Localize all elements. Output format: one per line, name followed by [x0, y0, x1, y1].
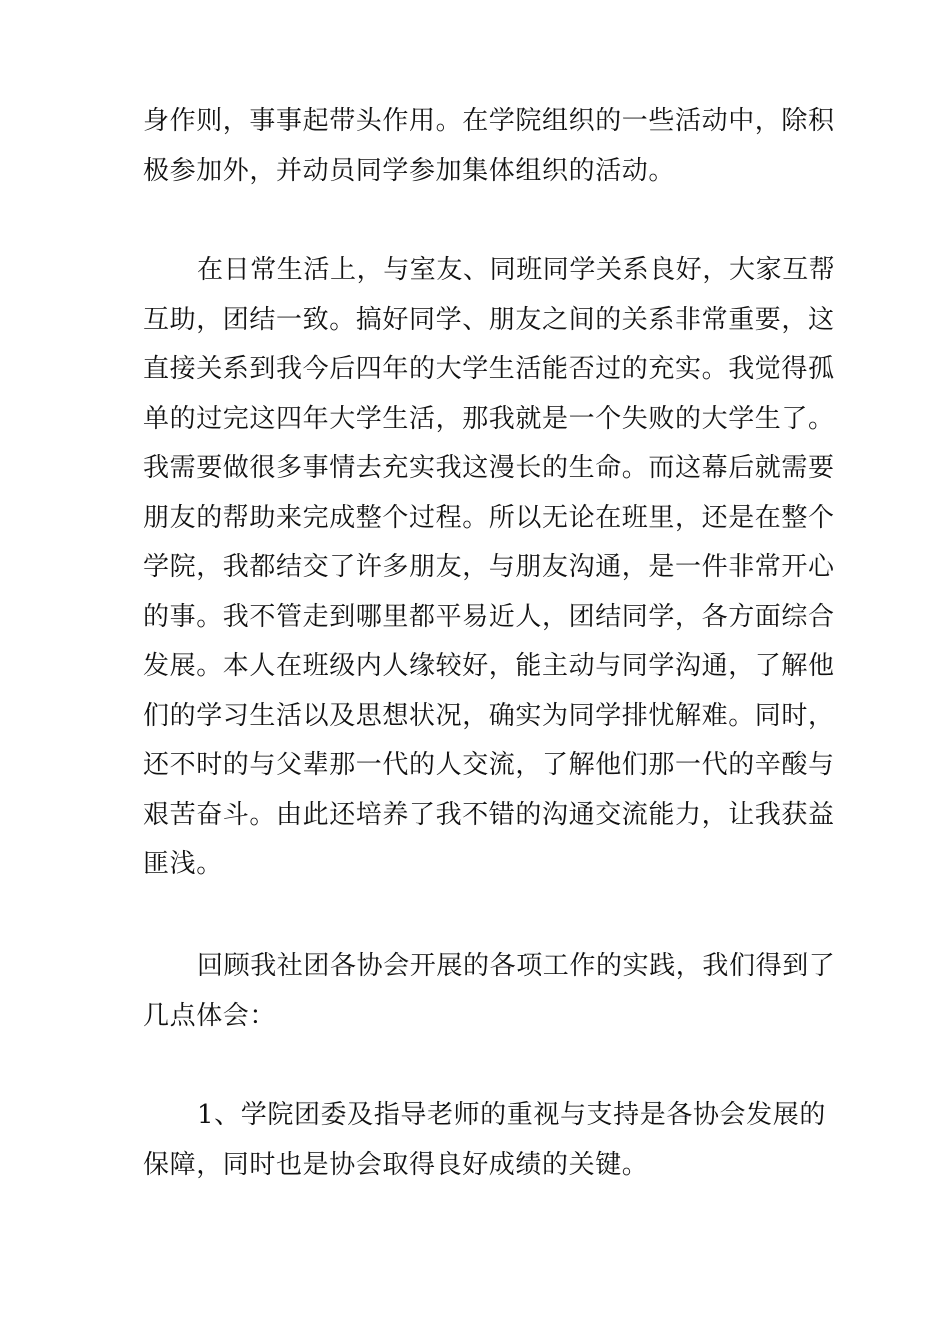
paragraph-line: 回顾我社团各协会开展的各项工作的实践，我们得到了 [197, 951, 836, 981]
paragraph-line: 朋友的帮助来完成整个过程。所以无论在班里，还是在整个 [143, 502, 835, 533]
paragraph-line: 我需要做很多事情去充实我这漫长的生命。而这幕后就需要 [143, 453, 835, 483]
paragraph-line: 们的学习生活以及思想状况，确实为同学排忧解难。同时， [143, 700, 835, 731]
paragraph-line: 的事。我不管走到哪里都平易近人，团结同学，各方面综合 [143, 601, 835, 632]
paragraph-line: 还不时的与父辈那一代的人交流，了解他们那一代的辛酸与 [143, 750, 835, 780]
paragraph-line: 1、学院团委及指导老师的重视与支持是各协会发展的 [197, 1100, 826, 1130]
paragraph-daily-life [143, 246, 836, 890]
paragraph-review [143, 942, 836, 1041]
paragraph-line: 单的过完这四年大学生活，那我就是一个失败的大学生了。 [143, 403, 835, 434]
paragraph-line: 保障，同时也是协会取得良好成绩的关键。 [143, 1149, 649, 1180]
paragraph-line: 身作则，事事起带头作用。在学院组织的一些活动中，除积 [143, 106, 835, 136]
paragraph-line: 艰苦奋斗。由此还培养了我不错的沟通交流能力，让我获益 [143, 799, 835, 830]
paragraph-line: 极参加外，并动员同学参加集体组织的活动。 [143, 155, 676, 186]
paragraph-line: 匪浅。 [143, 849, 223, 879]
paragraph-continuation [143, 97, 835, 196]
paragraph-line: 直接关系到我今后四年的大学生活能否过的充实。我觉得孤 [143, 354, 835, 384]
paragraph-point-1 [143, 1091, 826, 1190]
paragraph-line: 学院，我都结交了许多朋友，与朋友沟通，是一件非常开心 [143, 552, 835, 582]
paragraph-line: 几点体会： [143, 1000, 277, 1031]
paragraph-line: 发展。本人在班级内人缘较好，能主动与同学沟通，了解他 [143, 651, 835, 681]
paragraph-line: 在日常生活上，与室友、同班同学关系良好，大家互帮 [197, 255, 836, 285]
paragraph-line: 互助，团结一致。搞好同学、朋友之间的关系非常重要，这 [143, 304, 835, 335]
